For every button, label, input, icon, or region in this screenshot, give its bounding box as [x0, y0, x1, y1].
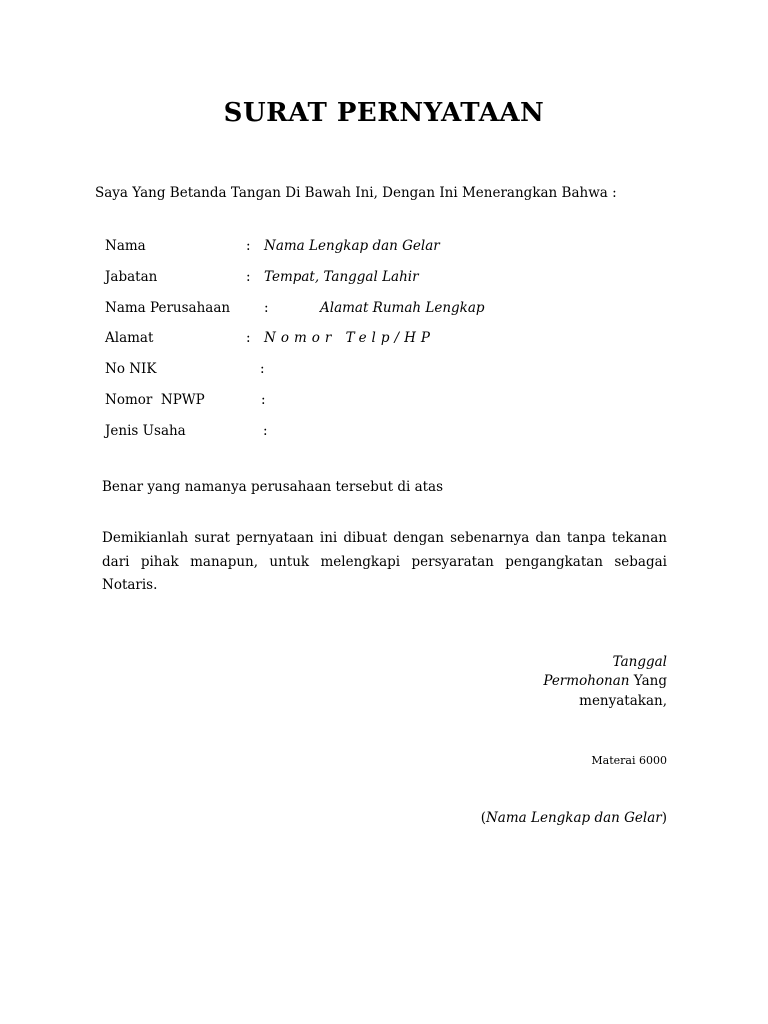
name-close-paren: )	[661, 810, 667, 826]
field-colon: :	[260, 361, 265, 377]
field-label: Alamat	[105, 330, 154, 346]
field-colon: :	[246, 330, 251, 346]
field-label: Jenis Usaha	[105, 423, 186, 439]
yang-text: Yang	[633, 673, 667, 689]
field-value: Alamat Rumah Lengkap	[320, 300, 485, 316]
field-value: Tempat, Tanggal Lahir	[264, 269, 419, 285]
intro-text: Saya Yang Betanda Tangan Di Bawah Ini, Dengan Ini Menerangkan Bahwa :	[95, 185, 617, 201]
field-colon: :	[246, 269, 251, 285]
field-label: Nomor NPWP	[105, 392, 205, 408]
applicant-label: Permohonan	[543, 673, 630, 689]
field-colon: :	[263, 423, 268, 439]
date-label: Tanggal	[612, 654, 667, 670]
field-value: Nomor Telp/HP	[264, 330, 435, 346]
statement-text: Benar yang namanya perusahaan tersebut di atas	[102, 479, 444, 495]
name-open-paren: (	[480, 810, 486, 826]
field-colon: :	[264, 300, 269, 316]
field-row-nama	[105, 238, 605, 258]
field-row-jabatan	[105, 269, 605, 289]
applicant-line	[543, 673, 667, 689]
field-row-jenis-usaha	[105, 423, 605, 443]
field-label: Jabatan	[105, 269, 158, 285]
document-title: SURAT PERNYATAAN	[223, 98, 545, 128]
field-row-nama-perusahaan	[105, 300, 605, 320]
field-row-alamat	[105, 330, 605, 350]
stamp-label: Materai 6000	[591, 754, 667, 767]
signatory-name	[481, 810, 667, 826]
declaring-text: menyatakan,	[579, 693, 667, 709]
field-colon: :	[246, 238, 251, 254]
field-label: Nama Perusahaan	[105, 300, 231, 316]
field-colon: :	[261, 392, 266, 408]
field-row-nomor-npwp	[105, 392, 605, 412]
signatory-name-text: Nama Lengkap dan Gelar	[485, 810, 662, 826]
field-label: Nama	[105, 238, 146, 254]
closing-paragraph: Demikianlah surat pernyataan ini dibuat dengan sebenarnya dan tanpa tekanan dari pihak manapun, untuk melengkapi persyaratan pengangkatan sebagai Notaris.	[102, 530, 667, 593]
field-row-no-nik	[105, 361, 605, 381]
field-value: Nama Lengkap dan Gelar	[264, 238, 440, 254]
field-label: No NIK	[105, 361, 157, 377]
